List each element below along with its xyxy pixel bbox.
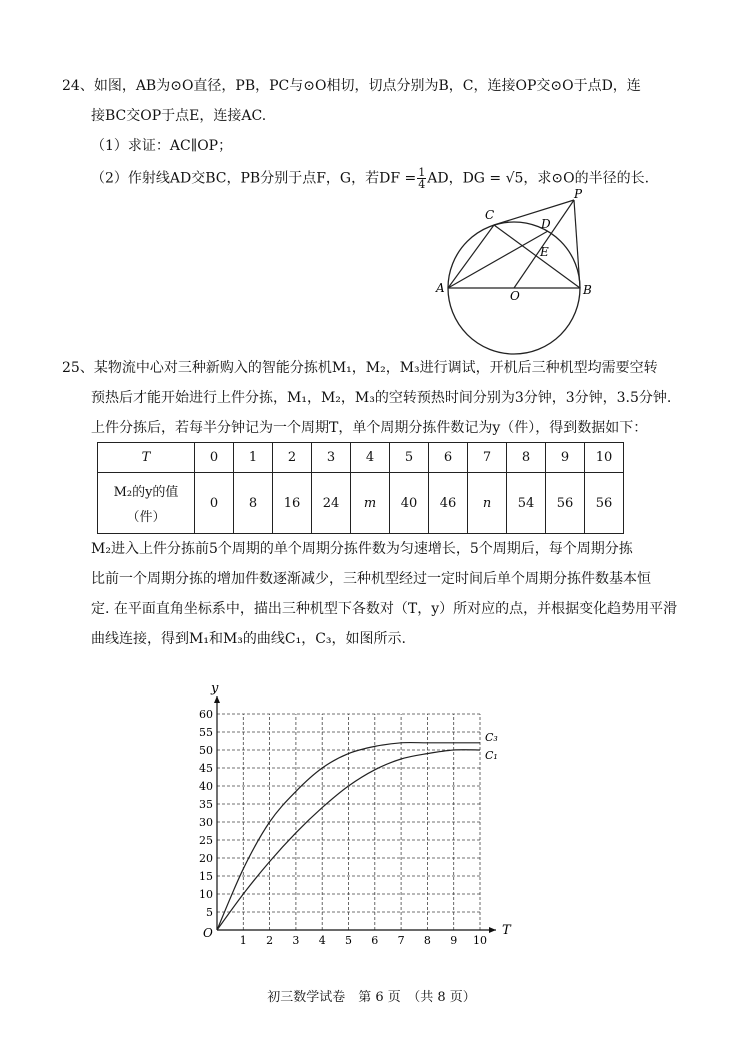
table-row-values [98, 473, 624, 534]
table-cell: 16 [273, 473, 312, 534]
y-tick-label: 10 [199, 888, 213, 901]
table-cell: n [468, 473, 507, 534]
table-row-label [98, 473, 195, 534]
origin-label: O [203, 926, 213, 940]
row-label-line-1: M₂的y的值 [113, 485, 179, 500]
x-tick-label: 6 [371, 934, 379, 947]
y-tick-label: 60 [199, 708, 213, 721]
q25-line-2: 预热后才能开始进行上件分拣，M₁，M₂，M₃的空转预热时间分别为3分钟，3分钟，3.5分钟. [91, 390, 672, 406]
q25-para-3: 定. 在平面直角坐标系中，描出三种机型下各数对（T，y）所对应的点，并根据变化趋势用平滑 [91, 601, 678, 617]
geometry-figure [430, 188, 610, 358]
table-cell: 8 [507, 443, 546, 473]
row-label-line-2: （件） [126, 510, 166, 525]
fraction-denominator: 4 [418, 178, 426, 191]
y-tick-label: 20 [199, 852, 213, 865]
table-cell: 7 [468, 443, 507, 473]
y-tick-label: 50 [199, 744, 213, 757]
x-tick-label: 7 [397, 934, 405, 947]
table-cell: 10 [585, 443, 624, 473]
x-axis-arrow [489, 927, 496, 933]
y-tick-label: 45 [199, 762, 213, 775]
table-cell: 56 [546, 473, 585, 534]
table-cell: 40 [390, 473, 429, 534]
chart-axes [203, 681, 512, 940]
label-e: E [540, 245, 549, 259]
q24-part-2 [91, 167, 649, 190]
label-b: B [583, 283, 592, 297]
y-tick-label: 25 [199, 834, 213, 847]
q24-part-2-a: （2）作射线AD交BC，PB分别于点F，G，若DF = [91, 170, 417, 187]
table-cell: 24 [312, 473, 351, 534]
segment-bc [494, 225, 580, 288]
sorting-chart [195, 660, 525, 950]
curve-c3 [217, 743, 480, 930]
table-cell: 56 [585, 473, 624, 534]
fraction-numerator: 1 [418, 166, 426, 179]
x-tick-label: 9 [450, 934, 458, 947]
table-cell: 46 [429, 473, 468, 534]
data-table [97, 442, 624, 534]
q24-line-2: 接BC交OP于点E，连接AC. [91, 108, 267, 124]
y-tick-label: 5 [206, 906, 213, 919]
label-o: O [510, 289, 520, 303]
y-axis-arrow [214, 696, 220, 703]
table-cell: 5 [390, 443, 429, 473]
label-c: C [485, 208, 495, 222]
y-tick-label: 35 [199, 798, 213, 811]
page-footer: 初三数学试卷 第 6 页 （共 8 页） [267, 990, 476, 1005]
y-tick-label: 55 [199, 726, 213, 739]
t-label: T [141, 450, 151, 465]
x-tick-label: 10 [473, 934, 487, 947]
x-axis-label: T [502, 923, 511, 938]
table-header-t [98, 443, 195, 473]
x-tick-label: 8 [423, 934, 431, 947]
x-tick-label: 5 [345, 934, 352, 947]
tangent-pc [494, 200, 574, 225]
curve-label-c3: C₃ [485, 730, 498, 744]
table-cell: 9 [546, 443, 585, 473]
q24-part-1: （1）求证：AC∥OP； [91, 138, 233, 154]
q24-line-1: 24、如图，AB为⊙O直径，PB，PC与⊙O相切，切点分别为B，C，连接OP交⊙O于点D，连 [62, 78, 641, 94]
q25-para-4: 曲线连接，得到M₁和M₃的曲线C₁，C₃，如图所示. [91, 631, 406, 647]
fraction-one-quarter [417, 167, 426, 190]
table-cell: 1 [234, 443, 273, 473]
label-d: D [541, 217, 551, 231]
table-cell: 8 [234, 473, 273, 534]
x-tick-label: 4 [318, 934, 326, 947]
table-cell: 2 [273, 443, 312, 473]
table-cell: 4 [351, 443, 390, 473]
q24-part-2-b: AD，DG = √5，求⊙O的半径的长. [427, 170, 650, 187]
chart-curves [217, 731, 498, 930]
label-p: P [574, 188, 583, 201]
x-tick-label: 2 [266, 934, 274, 947]
table-cell: 0 [195, 443, 234, 473]
q25-line-1: 25、某物流中心对三种新购入的智能分拣机M₁，M₂，M₃进行调试，开机后三种机型均需要空转 [62, 360, 658, 376]
segment-ac [448, 225, 494, 288]
table-cell: 54 [507, 473, 546, 534]
chart-grid [217, 714, 480, 930]
q25-line-3: 上件分拣后，若每半分钟记为一个周期T，单个周期分拣件数记为y（件），得到数据如下： [91, 420, 648, 436]
x-tick-label: 3 [292, 934, 300, 947]
curve-label-c1: C₁ [485, 749, 498, 762]
table-cell: 0 [195, 473, 234, 534]
y-tick-label: 15 [199, 870, 213, 883]
y-tick-label: 30 [199, 816, 213, 829]
table-cell: 6 [429, 443, 468, 473]
table-cell: m [351, 473, 390, 534]
q25-para-2: 比前一个周期分拣的增加件数逐渐减少，三种机型经过一定时间后单个周期分拣件数基本恒 [91, 571, 651, 587]
tangent-pb [574, 200, 580, 288]
label-a: A [436, 281, 445, 295]
y-axis-label: y [211, 681, 219, 696]
x-tick-label: 1 [239, 934, 247, 947]
table-row-header [98, 443, 624, 473]
table-cell: 3 [312, 443, 351, 473]
segment-op [514, 200, 574, 288]
chart-ticks [199, 708, 487, 947]
y-tick-label: 40 [199, 780, 213, 793]
q25-para-1: M₂进入上件分拣前5个周期的单个周期分拣件数为匀速增长，5个周期后，每个周期分拣 [91, 541, 633, 557]
